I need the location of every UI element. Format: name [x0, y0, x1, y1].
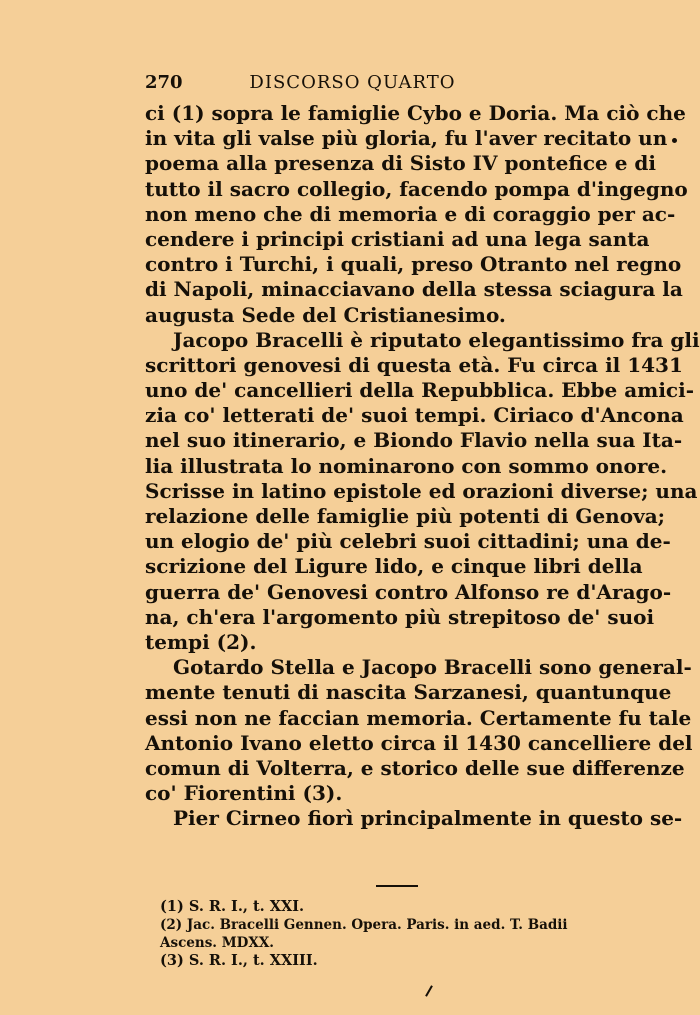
text-line: scrittori genovesi di questa età. Fu circa il 1431: [145, 352, 683, 377]
footnote: (3) S. R. I., t. XXIII.: [160, 952, 318, 969]
text-line: Antonio Ivano eletto circa il 1430 cancelliere del: [145, 730, 693, 755]
text-line: Gotardo Stella e Jacopo Bracelli sono general-: [173, 655, 692, 680]
footnotes: [160, 898, 568, 970]
text-line: uno de' cancellieri della Repubblica. Ebbe amici-: [145, 378, 694, 403]
ink-mark: [425, 985, 433, 996]
text-line: Jacopo Bracelli è riputato elegantissimo fra gli: [173, 327, 700, 352]
text-line: na, ch'era l'argomento più strepitoso de' suoi: [145, 604, 655, 629]
body-text: [145, 101, 700, 831]
text-line: Pier Cirneo fiorì principalmente in questo se-: [173, 806, 683, 831]
text-line: comun di Volterra, e storico delle sue differenze: [145, 755, 685, 780]
text-line: co' Fiorentini (3).: [145, 781, 343, 806]
text-line: ci (1) sopra le famiglie Cybo e Doria. Ma ciò che: [145, 101, 686, 125]
text-line: Scrisse in latino epistole ed orazioni diverse; una: [145, 478, 698, 503]
text-line: scrizione del Ligure lido, e cinque libri della: [145, 554, 643, 579]
text-line: tempi (2).: [145, 629, 257, 654]
text-line: cendere i principi cristiani ad una lega santa: [145, 226, 650, 251]
text-line: tutto il sacro collegio, facendo pompa d'ingegno: [145, 176, 688, 201]
text-line: mente tenuti di nascita Sarzanesi, quantunque: [145, 680, 672, 705]
text-line: augusta Sede del Cristianesimo.: [145, 302, 506, 327]
footnote: (1) S. R. I., t. XXI.: [160, 898, 305, 915]
text-line: contro i Turchi, i quali, preso Otranto nel regno: [145, 252, 682, 277]
text-line: di Napoli, minacciavano della stessa sciagura la: [145, 277, 683, 302]
footnote: (2) Jac. Bracelli Gennen. Opera. Paris. in aed. T. Badii: [160, 917, 568, 933]
text-line: guerra de' Genovesi contro Alfonso re d'Arago-: [145, 579, 672, 604]
text-line: poema alla presenza di Sisto IV pontefice e di: [145, 151, 656, 176]
text-line: un elogio de' più celebri suoi cittadini; una de-: [145, 529, 671, 554]
page-number: 270: [145, 72, 183, 93]
text-line: in vita gli valse più gloria, fu l'aver recitato un: [145, 126, 668, 151]
text-line: non meno che di memoria e di coraggio per ac-: [145, 201, 676, 226]
footnote-divider: [376, 885, 418, 887]
text-line: relazione delle famiglie più potenti di Genova;: [145, 504, 666, 528]
margin-dot: [672, 138, 677, 143]
text-line: lia illustrata lo nominarono con sommo onore.: [145, 453, 668, 478]
footnote-continuation: Ascens. MDXX.: [160, 935, 274, 951]
text-line: zia co' letterati de' suoi tempi. Ciriaco d'Ancona: [145, 403, 684, 428]
text-line: nel suo itinerario, e Biondo Flavio nella sua Ita-: [145, 428, 683, 453]
running-head: [145, 70, 560, 96]
text-line: essi non ne faccian memoria. Certamente fu tale: [145, 705, 692, 730]
page-heading: DISCORSO QUARTO: [249, 72, 456, 93]
